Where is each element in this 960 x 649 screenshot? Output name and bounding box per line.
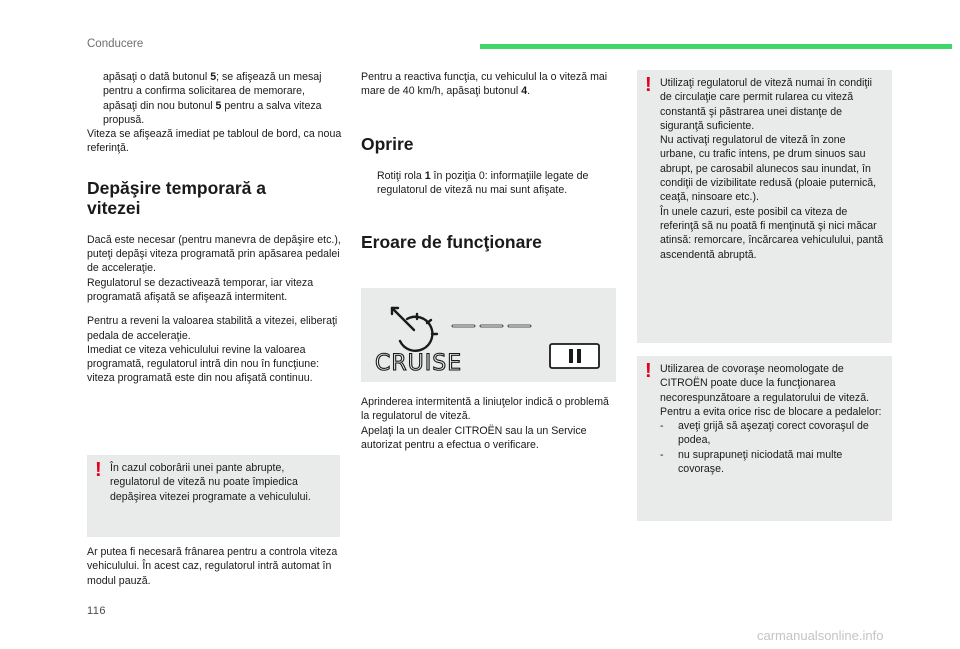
cruise-display-graphic <box>361 288 616 382</box>
cruise-display <box>361 288 616 382</box>
warning-note <box>637 356 892 521</box>
bullet-item: apăsaţi din nou butonul 5 pentru a salva viteza propusă. <box>103 99 322 126</box>
paragraph: Viteza se afişează imediat pe tabloul de bord, ca noua referinţă. <box>87 128 342 155</box>
warning-icon: ! <box>645 360 652 382</box>
paragraph: Imediat ce viteza vehiculului revine la valoarea programată, regulatorul intră din nou în funcţiune: viteza programată este din nou afişată continuu. <box>87 343 320 385</box>
section-bar <box>480 44 952 49</box>
pause-icon <box>550 344 599 368</box>
warning-icon: ! <box>95 459 102 481</box>
warning-text: În cazul coborârii unei pante abrupte, regulatorul de viteză nu poate împiedica depăşirea vitezei programate a vehiculului. <box>110 462 311 503</box>
warning-text: Utilizaţi regulatorul de viteză numai în condiţii de circulaţie care permit rularea cu viteză constantă şi păstrarea unei distanţe de siguranţă suficiente. Nu activaţi regulatorul de viteză în zone urbane, cu trafic intens, pe drum sinuos sau abrupt, pe carosabil alunecos sau inundat, în condiţii de vizibilitate redusă (ploaie puternică, ceaţă, ninsoare etc.). În unele cazuri, este posibil ca viteza de referinţă să nu poată fi menţinută şi nici măcar atinsă: remorcare, încărcarea vehiculului, pantă ascendentă abruptă. <box>660 77 884 261</box>
heading-malfunction: Eroare de funcţionare <box>361 232 542 253</box>
cruise-label: CRUISE <box>375 351 463 376</box>
dash-item: - nu suprapuneţi niciodată mai multe covoraşe. <box>660 448 843 476</box>
warning-text: Utilizarea de covoraşe neomologate de CITROËN poate duce la funcţionarea necorespunzătoare a regulatorului de viteză. Pentru a evita orice risc de blocare a pedalelor: - aveţi grijă să aşezaţi corect covoraşul de podea, - nu suprapuneţi niciodată mai multe covoraşe. <box>660 362 884 476</box>
warning-note <box>637 70 892 343</box>
paragraph: Pentru a reveni la valoarea stabilită a vitezei, eliberaţi pedala de acceleraţie. <box>87 315 338 342</box>
paragraph: Pentru a reactiva funcţia, cu vehiculul la o viteză mai mare de 40 km/h, apăsaţi butonul 4. <box>361 71 608 98</box>
malfunction-text: Aprinderea intermitentă a liniuţelor indică o problemă la regulatorul de viteză. Apelaţi la un dealer CITROËN sau la un Service autorizat pentru a efectua o verificare. <box>361 396 609 451</box>
paragraph-braking: Ar putea fi necesară frânarea pentru a controla viteza vehiculului. În acest caz, regulatorul intră automat în modul pauză. <box>87 546 338 587</box>
paragraph: Dacă este necesar (pentru manevra de depăşire etc.), puteţi depăşi viteza programată prin apăsarea pedalei de acceleraţie. <box>87 233 341 275</box>
dash-item: - aveţi grijă să aşezaţi corect covoraşul de podea, <box>660 420 869 447</box>
warning-note <box>87 455 340 537</box>
paragraph: Regulatorul se dezactivează temporar, iar viteza programată afişată se afişează intermitent. <box>87 276 314 303</box>
heading-stop: Oprire <box>361 133 414 154</box>
page-number: 116 <box>87 605 107 617</box>
heading-temporary-overspeed: Depăşire temporară a vitezei <box>87 177 266 218</box>
warning-icon: ! <box>645 74 652 96</box>
bullet-item: Rotiţi rola 1 în poziţia 0: informaţiile legate de regulatorul de viteză nu mai sunt afişate. <box>377 169 589 196</box>
speedometer-icon <box>392 308 437 351</box>
section-title: Conducere <box>87 38 144 50</box>
column-middle <box>361 70 619 252</box>
watermark: carmanualsonline.info <box>757 628 884 643</box>
column-left <box>87 70 343 386</box>
bullet-item: apăsaţi o dată butonul 5; se afişează un mesaj pentru a confirma solicitarea de memorare, <box>103 71 322 98</box>
